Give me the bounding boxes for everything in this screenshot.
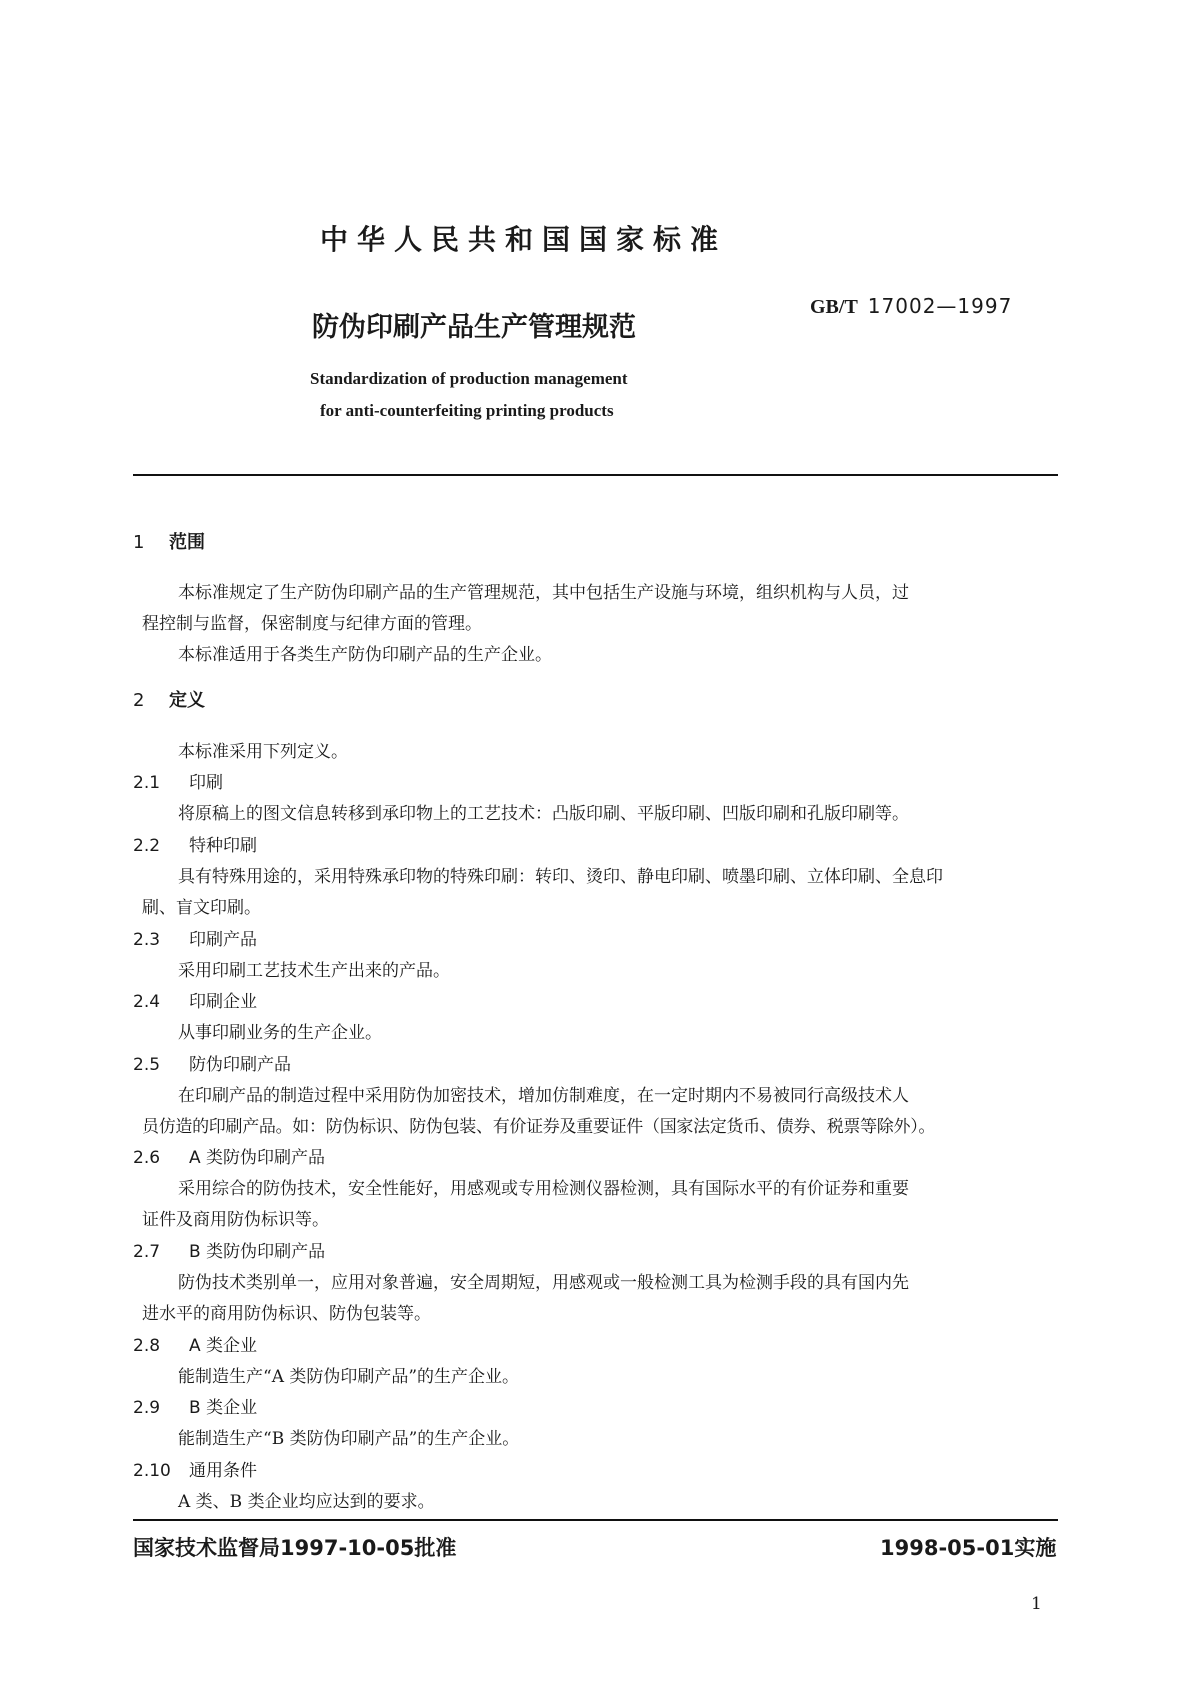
section-1-heading — [133, 528, 205, 554]
clause-term: 防伪印刷产品 — [189, 1055, 291, 1075]
clause-term: 印刷 — [189, 773, 223, 793]
clause-2-7-heading — [133, 1237, 325, 1262]
standard-code-prefix: GB/T — [810, 296, 858, 318]
clause-2-10-text: A 类、B 类企业均应达到的要求。 — [178, 1492, 435, 1512]
clause-term: A 类防伪印刷产品 — [189, 1148, 326, 1168]
clause-2-8-heading — [133, 1331, 257, 1356]
section-1-para-1-line-2: 程控制与监督，保密制度与纪律方面的管理。 — [142, 614, 482, 634]
clause-2-5-heading — [133, 1050, 291, 1075]
page-number: 1 — [1031, 1594, 1042, 1614]
clause-2-2-text-line-1: 具有特殊用途的，采用特殊承印物的特殊印刷：转印、烫印、静电印刷、喷墨印刷、立体印刷、全息印 — [178, 867, 943, 887]
clause-term: 特种印刷 — [189, 836, 257, 856]
clause-2-3-heading — [133, 925, 257, 950]
clause-term: 印刷企业 — [189, 992, 257, 1012]
clause-term: 印刷产品 — [189, 930, 257, 950]
clause-2-2-text-line-2: 刷、盲文印刷。 — [142, 898, 261, 918]
footer-divider — [133, 1519, 1058, 1521]
section-2-heading — [133, 686, 205, 712]
clause-2-6-text-line-2: 证件及商用防伪标识等。 — [142, 1210, 329, 1230]
standard-code — [810, 294, 1012, 319]
section-2-intro: 本标准采用下列定义。 — [178, 742, 348, 762]
clause-2-8-text: 能制造生产“A 类防伪印刷产品”的生产企业。 — [178, 1367, 520, 1387]
clause-term: B 类防伪印刷产品 — [189, 1242, 326, 1262]
clause-2-7-text-line-2: 进水平的商用防伪标识、防伪包装等。 — [142, 1304, 431, 1324]
clause-number: 2.6 — [133, 1148, 161, 1168]
section-1-para-2: 本标准适用于各类生产防伪印刷产品的生产企业。 — [178, 645, 552, 665]
clause-number: 2.8 — [133, 1336, 161, 1356]
clause-number: 2.7 — [133, 1242, 161, 1262]
clause-number: 2.5 — [133, 1055, 161, 1075]
clause-number: 2.3 — [133, 930, 161, 950]
clause-number: 2.4 — [133, 992, 161, 1012]
clause-2-4-heading — [133, 987, 257, 1012]
section-number: 2 — [133, 690, 145, 711]
clause-term: 通用条件 — [189, 1461, 257, 1481]
section-1-para-1-line-1: 本标准规定了生产防伪印刷产品的生产管理规范，其中包括生产设施与环境，组织机构与人员，过 — [178, 583, 909, 603]
clause-2-5-text-line-2: 员仿造的印刷产品。如：防伪标识、防伪包装、有价证券及重要证件（国家法定货币、债券、税票等除外）。 — [142, 1117, 936, 1137]
clause-term: A 类企业 — [189, 1336, 258, 1356]
clause-2-6-text-line-1: 采用综合的防伪技术，安全性能好，用感观或专用检测仪器检测，具有国际水平的有价证券和重要 — [178, 1179, 909, 1199]
document-title-cn: 防伪印刷产品生产管理规范 — [312, 312, 636, 343]
clause-number: 2.10 — [133, 1461, 171, 1481]
section-title: 定义 — [169, 690, 205, 711]
clause-2-1-text: 将原稿上的图文信息转移到承印物上的工艺技术：凸版印刷、平版印刷、凹版印刷和孔版印刷等。 — [178, 804, 909, 824]
clause-number: 2.2 — [133, 836, 161, 856]
standard-type-heading: 中华人民共和国国家标准 — [320, 223, 728, 256]
section-title: 范围 — [169, 532, 205, 553]
clause-2-7-text-line-1: 防伪技术类别单一，应用对象普遍，安全周期短，用感观或一般检测工具为检测手段的具有国内先 — [178, 1273, 909, 1293]
standard-code-number: 17002—1997 — [867, 294, 1013, 318]
clause-2-9-text: 能制造生产“B 类防伪印刷产品”的生产企业。 — [178, 1429, 520, 1449]
section-number: 1 — [133, 532, 145, 553]
clause-2-3-text: 采用印刷工艺技术生产出来的产品。 — [178, 961, 450, 981]
clause-2-1-heading — [133, 768, 223, 793]
document-title-en-line2: for anti-counterfeiting printing products — [320, 401, 614, 420]
header-divider — [133, 474, 1058, 476]
clause-2-5-text-line-1: 在印刷产品的制造过程中采用防伪加密技术，增加仿制难度，在一定时期内不易被同行高级技术人 — [178, 1086, 909, 1106]
clause-number: 2.1 — [133, 773, 161, 793]
clause-2-10-heading — [133, 1456, 257, 1481]
clause-2-9-heading — [133, 1393, 257, 1418]
effective-date: 1998-05-01实施 — [880, 1536, 1057, 1560]
clause-number: 2.9 — [133, 1398, 161, 1418]
approval-date: 国家技术监督局1997-10-05批准 — [133, 1536, 457, 1560]
clause-2-4-text: 从事印刷业务的生产企业。 — [178, 1023, 382, 1043]
clause-2-6-heading — [133, 1143, 325, 1168]
clause-term: B 类企业 — [189, 1398, 258, 1418]
document-title-en-line1: Standardization of production management — [310, 369, 628, 388]
clause-2-2-heading — [133, 831, 257, 856]
